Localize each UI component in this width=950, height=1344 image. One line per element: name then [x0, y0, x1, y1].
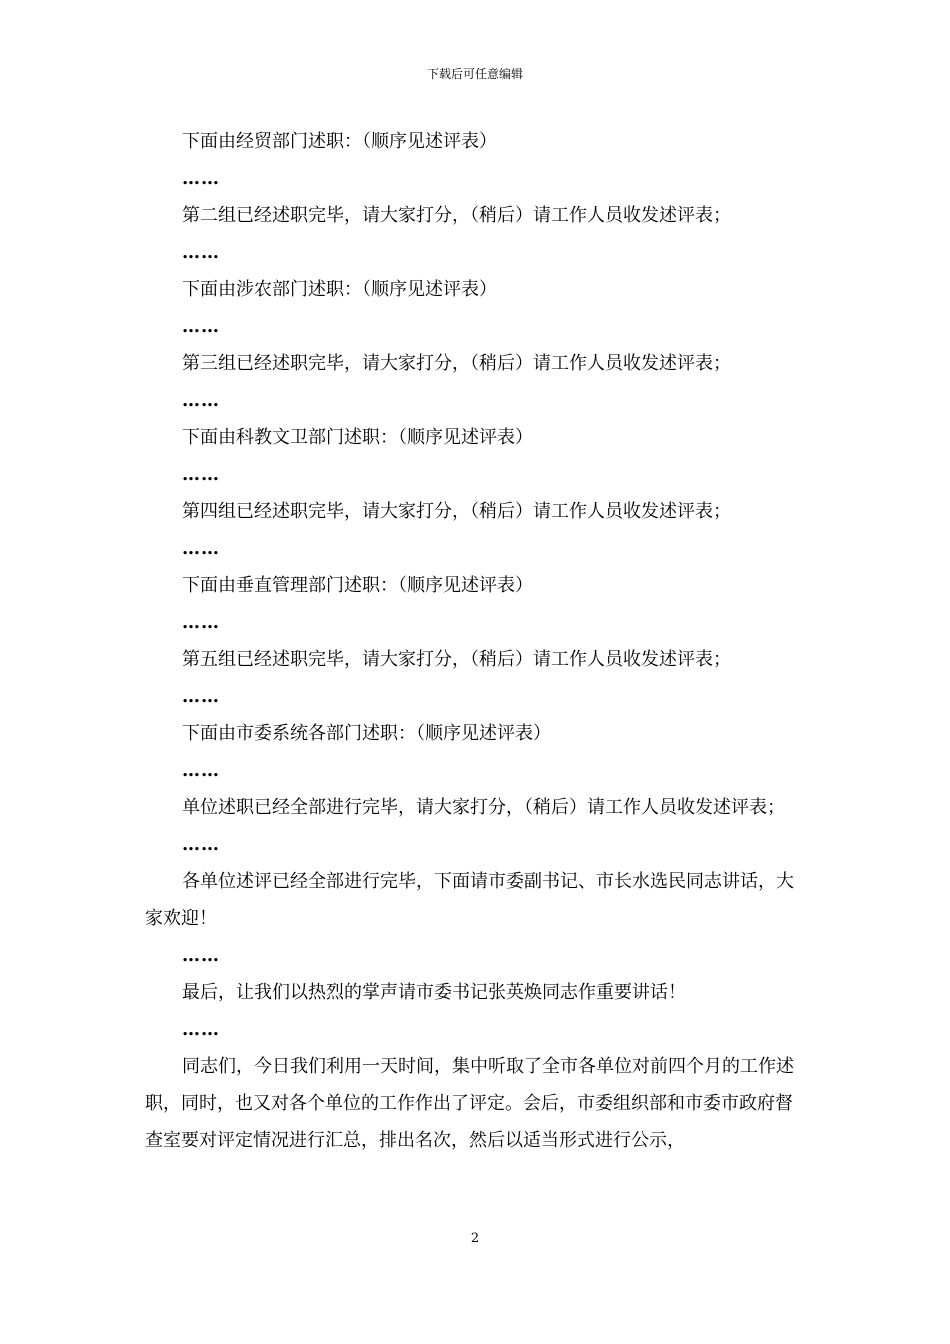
document-body	[145, 123, 810, 1159]
paragraph: 下面由科教文卫部门述职：（顺序见述评表）	[182, 427, 533, 448]
ellipsis-line: ……	[182, 390, 220, 411]
ellipsis-line: ……	[182, 1019, 220, 1040]
paragraph: 下面由垂直管理部门述职：（顺序见述评表）	[182, 575, 533, 596]
paragraph: 各单位述评已经全部进行完毕，下面请市委副书记、市长水选民同志讲话，大家欢迎！	[145, 871, 794, 929]
ellipsis-line: ……	[182, 242, 220, 263]
paragraph: 第五组已经述职完毕，请大家打分，（稍后）请工作人员收发述评表；	[182, 649, 731, 670]
paragraph: 第二组已经述职完毕，请大家打分，（稍后）请工作人员收发述评表；	[182, 205, 731, 226]
ellipsis-line: ……	[182, 945, 220, 966]
paragraph: 同志们，今日我们利用一天时间，集中听取了全市各单位对前四个月的工作述职，同时，也又对各个单位的工作作出了评定。会后，市委组织部和市委市政府督查室要对评定情况进行汇总，排出名次，然后以适当形式进行公示，	[145, 1056, 794, 1151]
ellipsis-line: ……	[182, 686, 220, 707]
paragraph: 下面由市委系统各部门述职：（顺序见述评表）	[182, 723, 551, 744]
ellipsis-line: ……	[182, 612, 220, 633]
ellipsis-line: ……	[182, 316, 220, 337]
ellipsis-line: ……	[182, 168, 220, 189]
ellipsis-line: ……	[182, 464, 220, 485]
paragraph: 第三组已经述职完毕，请大家打分，（稍后）请工作人员收发述评表；	[182, 353, 731, 374]
ellipsis-line: ……	[182, 760, 220, 781]
paragraph: 下面由经贸部门述职：（顺序见述评表）	[182, 131, 497, 152]
paragraph: 下面由涉农部门述职：（顺序见述评表）	[182, 279, 497, 300]
paragraph: 最后，让我们以热烈的掌声请市委书记张英焕同志作重要讲话！	[182, 982, 686, 1003]
ellipsis-line: ……	[182, 538, 220, 559]
page-header: 下载后可任意编辑	[426, 67, 523, 81]
paragraph: 第四组已经述职完毕，请大家打分，（稍后）请工作人员收发述评表；	[182, 501, 731, 522]
ellipsis-line: ……	[182, 834, 220, 855]
paragraph: 单位述职已经全部进行完毕，请大家打分，（稍后）请工作人员收发述评表；	[182, 797, 785, 818]
page-number: 2	[470, 1231, 480, 1246]
